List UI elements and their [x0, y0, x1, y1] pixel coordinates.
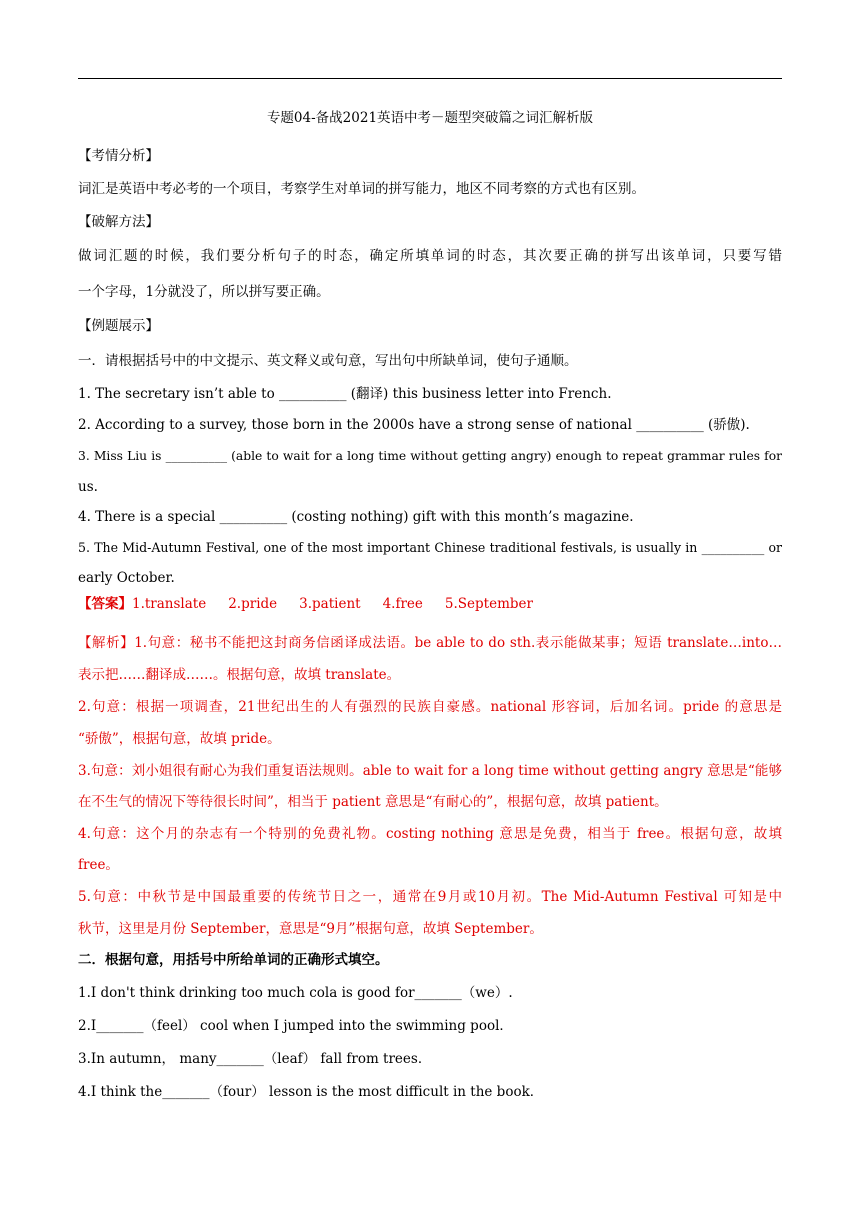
answer-item: 2.pride — [228, 596, 278, 612]
analysis-5-line2: 秋节，这里是月份 September，意思是“9月”根据句意，故填 September。 — [78, 921, 543, 937]
part1-question-3-line1: 3. Miss Liu is __________ (able to wait for a long time without getting angry) enough to repeat grammar rules for — [78, 449, 782, 463]
answer-item: 1.translate — [132, 596, 207, 612]
answer-label: 【答案】 — [78, 596, 132, 612]
part1-instruction: 一．请根据括号中的中文提示、英文释义或句意，写出句中所缺单词，使句子通顺。 — [78, 353, 578, 369]
part1-question-1: 1. The secretary isn’t able to __________ (翻译) this business letter into French. — [78, 386, 612, 402]
analysis-2-line1: 2.句意：根据一项调查，21世纪出生的人有强烈的民族自豪感。national 形容词，后加名词。pride 的意思是 — [78, 699, 782, 715]
answer-item: 5.September — [444, 596, 533, 612]
answer-item: 4.free — [382, 596, 423, 612]
part2-question-3: 3.In autumn， many_______（leaf） fall from trees． — [78, 1051, 432, 1067]
pojie-text-line1: 做词汇题的时候，我们要分析句子的时态，确定所填单词的时态，其次要正确的拼写出该单词，只要写错 — [78, 248, 782, 264]
part1-question-2: 2. According to a survey, those born in the 2000s have a strong sense of national __________ (骄傲). — [78, 417, 750, 433]
part1-question-3-line2: us. — [78, 479, 98, 495]
page-title: 专题04-备战2021英语中考－题型突破篇之词汇解析版 — [266, 110, 594, 126]
part2-question-4: 4.I think the_______（four） lesson is the most difficult in the book． — [78, 1084, 544, 1100]
analysis-3-line2: 在不生气的情况下等待很长时间”，相当于 patient 意思是“有耐心的”，根据句意，故填 patient。 — [78, 794, 668, 810]
analysis-1-line1: 【解析】1.句意：秘书不能把这封商务信函译成法语。be able to do sth.表示能做某事；短语 translate…into… — [78, 635, 782, 651]
answer-line — [78, 594, 782, 614]
analysis-4-line2: free。 — [78, 857, 119, 873]
answer-item: 3.patient — [299, 596, 361, 612]
analysis-2-line2: “骄傲”，根据句意，故填 pride。 — [78, 731, 281, 747]
part1-question-4: 4. There is a special __________ (costing nothing) gift with this month’s magazine. — [78, 509, 634, 525]
heading-kaoqing: 【考情分析】 — [78, 148, 159, 164]
part1-question-5-line2: early October. — [78, 570, 175, 586]
heading-pojie: 【破解方法】 — [78, 214, 159, 230]
part2-instruction: 二．根据句意，用括号中所给单词的正确形式填空。 — [78, 952, 389, 968]
part2-question-2: 2.I_______（feel） cool when I jumped into the swimming pool． — [78, 1018, 513, 1034]
analysis-3-line1: 3.句意：刘小姐很有耐心为我们重复语法规则。able to wait for a long time without getting angry 意思是“能够 — [78, 763, 782, 779]
kaoqing-text: 词汇是英语中考必考的一个项目，考察学生对单词的拼写能力，地区不同考察的方式也有区别。 — [78, 181, 645, 197]
analysis-5-line1: 5.句意：中秋节是中国最重要的传统节日之一，通常在9月或10月初。The Mid-Autumn Festival 可知是中 — [78, 889, 782, 905]
part2-question-1: 1.I don't think drinking too much cola is good for_______（we）. — [78, 985, 513, 1001]
header-rule — [78, 78, 782, 79]
pojie-text-line2: 一个字母，1分就没了，所以拼写要正确。 — [78, 284, 330, 300]
analysis-4-line1: 4.句意：这个月的杂志有一个特别的免费礼物。costing nothing 意思是免费，相当于 free。根据句意，故填 — [78, 826, 782, 842]
part1-question-5-line1: 5. The Mid-Autumn Festival, one of the most important Chinese traditional festivals, is usually in __________ or — [78, 540, 782, 555]
heading-liti: 【例题展示】 — [78, 318, 159, 334]
analysis-1-line2: 表示把……翻译成……。根据句意，故填 translate。 — [78, 667, 401, 683]
